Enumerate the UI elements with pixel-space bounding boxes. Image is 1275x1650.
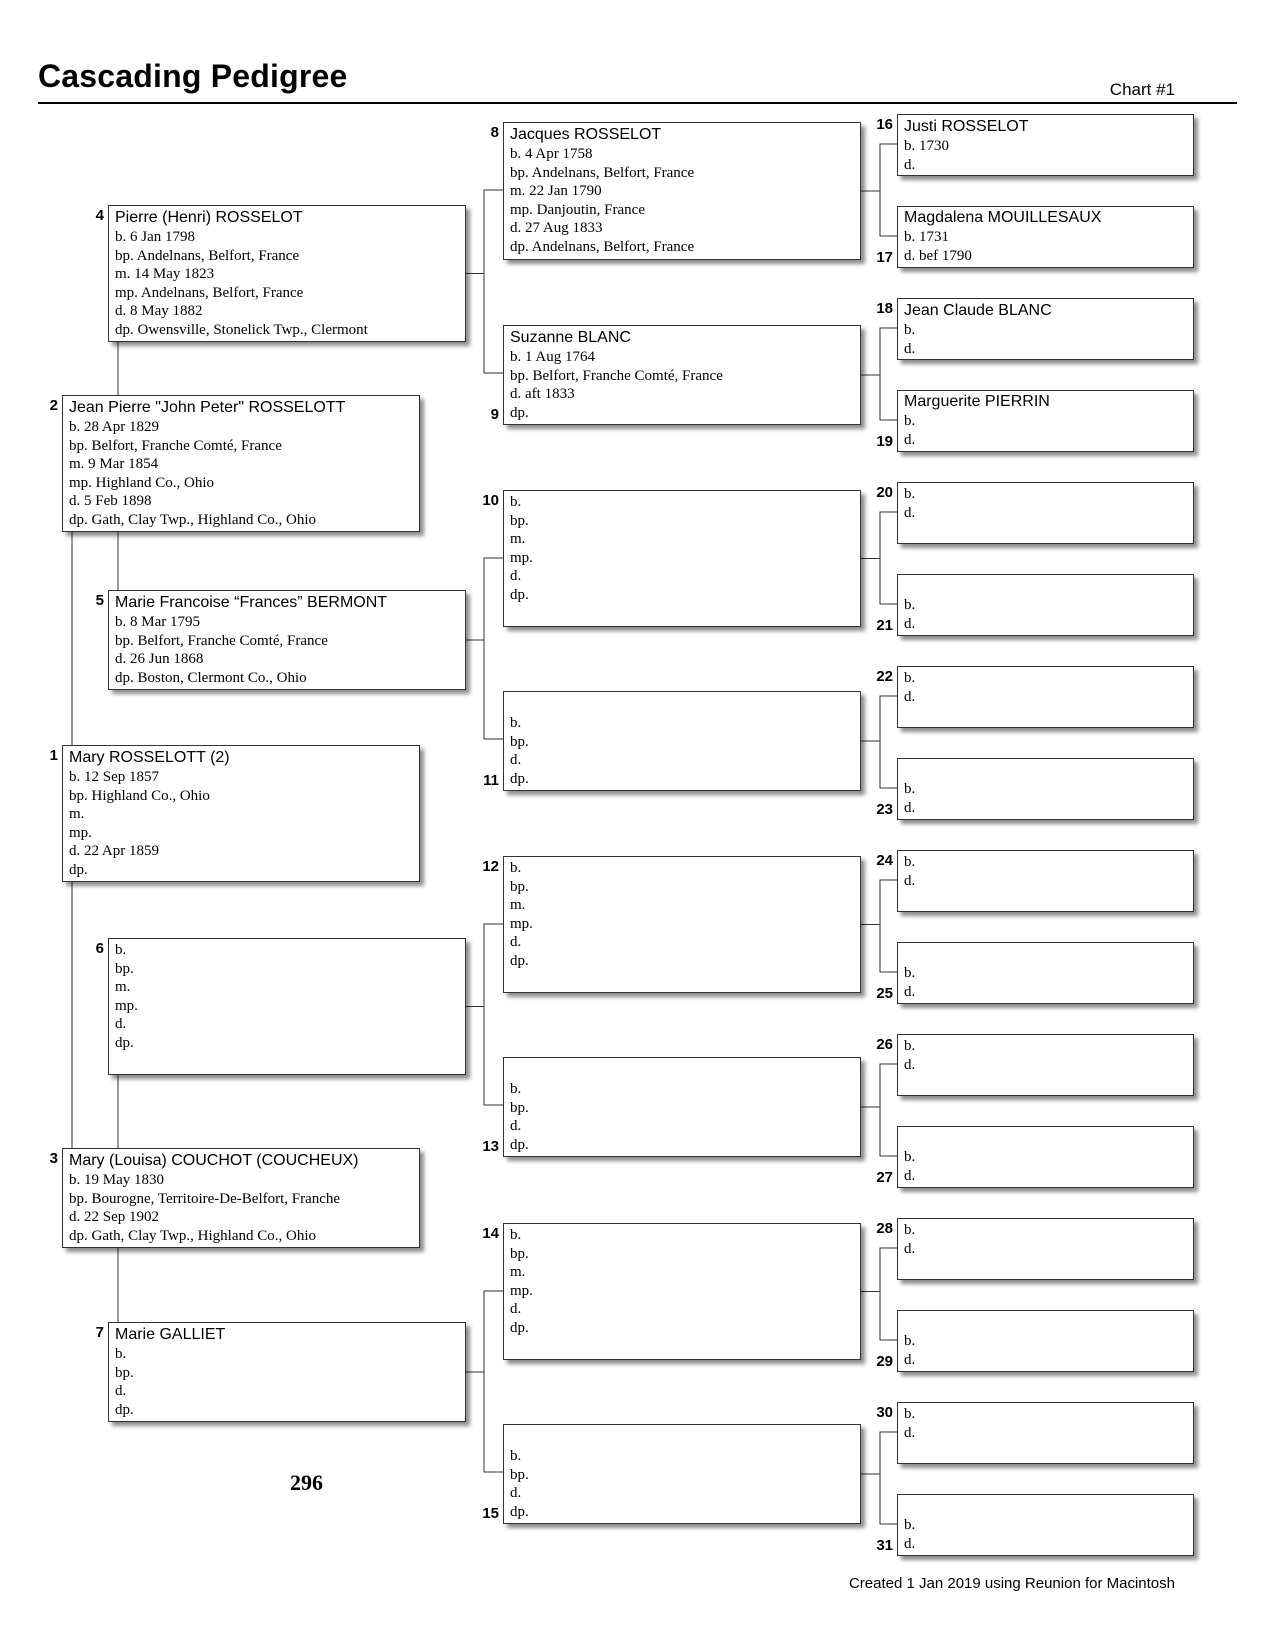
- person-detail: d.: [904, 1240, 916, 1257]
- person-detail: b.: [510, 494, 522, 510]
- person-detail: mp.: [69, 824, 92, 841]
- person-number: 27: [876, 1169, 893, 1186]
- person-box-25: [897, 942, 1194, 1004]
- person-detail: b. 19 May 1830: [69, 1172, 164, 1188]
- person-detail: dp.: [510, 1136, 529, 1153]
- person-name: Marguerite PIERRIN: [904, 393, 1050, 410]
- person-detail: m.: [69, 806, 85, 822]
- person-detail: m.: [115, 979, 131, 995]
- chart-title: Cascading Pedigree: [38, 58, 348, 94]
- person-detail: bp. Highland Co., Ohio: [69, 787, 210, 804]
- person-detail: mp.: [510, 915, 533, 932]
- person-number: 5: [95, 592, 104, 609]
- person-detail: b.: [904, 1149, 916, 1165]
- person-box-29: [897, 1310, 1194, 1372]
- person-box-28: [897, 1218, 1194, 1280]
- person-detail: dp. Owensville, Stonelick Twp., Clermont: [115, 321, 368, 338]
- person-detail: b.: [115, 1346, 127, 1362]
- person-box-8: [503, 122, 861, 260]
- person-detail: d.: [510, 752, 522, 768]
- person-name: Jean Pierre "John Peter" ROSSELOTT: [69, 399, 346, 416]
- person-detail: dp.: [69, 861, 88, 878]
- person-detail: b.: [904, 781, 916, 797]
- person-detail: b.: [904, 322, 916, 338]
- connector-line: [484, 924, 503, 1105]
- person-detail: d.: [904, 1056, 916, 1073]
- person-number: 17: [876, 249, 893, 266]
- person-box-13: [503, 1057, 861, 1157]
- person-number: 30: [876, 1404, 893, 1421]
- person-detail: dp.: [510, 586, 529, 603]
- person-detail: mp.: [115, 997, 138, 1014]
- person-number: 20: [876, 484, 893, 501]
- person-detail: bp.: [510, 1245, 529, 1262]
- person-detail: bp. Andelnans, Belfort, France: [115, 247, 300, 264]
- person-detail: bp.: [510, 512, 529, 529]
- person-detail: b.: [115, 942, 127, 958]
- person-number: 3: [49, 1150, 58, 1167]
- person-detail: b.: [904, 413, 916, 429]
- person-number: 25: [876, 985, 893, 1002]
- person-detail: bp.: [510, 878, 529, 895]
- person-box-12: [503, 856, 861, 993]
- person-detail: b.: [510, 860, 522, 876]
- person-number: 19: [876, 433, 893, 450]
- person-name: Marie Francoise “Frances” BERMONT: [115, 594, 388, 611]
- person-detail: b. 1731: [904, 229, 949, 245]
- person-detail: bp. Andelnans, Belfort, France: [510, 164, 695, 181]
- person-box-1: [62, 745, 420, 882]
- person-number: 29: [876, 1353, 893, 1370]
- person-number: 31: [876, 1537, 893, 1554]
- person-box-16: [897, 114, 1194, 176]
- person-detail: m. 22 Jan 1790: [510, 183, 602, 199]
- person-box-4: [108, 205, 466, 342]
- connector-line: [880, 1432, 897, 1524]
- person-detail: bp. Belfort, Franche Comté, France: [115, 632, 328, 649]
- person-box-17: [897, 206, 1194, 268]
- person-name: Mary (Louisa) COUCHOT (COUCHEUX): [69, 1152, 359, 1169]
- person-number: 22: [876, 668, 893, 685]
- person-detail: mp. Danjoutin, France: [510, 201, 645, 218]
- person-detail: d.: [904, 872, 916, 889]
- person-name: Justi ROSSELOT: [904, 118, 1029, 135]
- person-detail: d. 5 Feb 1898: [69, 493, 152, 509]
- person-detail: mp. Highland Co., Ohio: [69, 474, 214, 491]
- person-detail: b.: [904, 1406, 916, 1422]
- person-detail: d.: [510, 1301, 522, 1317]
- person-box-22: [897, 666, 1194, 728]
- person-detail: mp.: [510, 549, 533, 566]
- person-box-20: [897, 482, 1194, 544]
- person-box-6: [108, 938, 466, 1075]
- person-detail: b.: [904, 1038, 916, 1054]
- person-box-14: [503, 1223, 861, 1360]
- person-detail: dp. Gath, Clay Twp., Highland Co., Ohio: [69, 511, 316, 528]
- person-detail: b. 4 Apr 1758: [510, 146, 593, 162]
- person-detail: d.: [510, 568, 522, 584]
- person-detail: d.: [904, 340, 916, 357]
- person-box-11: [503, 691, 861, 791]
- person-number: 2: [49, 397, 58, 414]
- connector-line: [880, 696, 897, 788]
- person-detail: d.: [904, 1424, 916, 1441]
- person-box-19: [897, 390, 1194, 452]
- person-number: 10: [482, 492, 499, 509]
- person-detail: b.: [904, 597, 916, 613]
- person-detail: b.: [904, 965, 916, 981]
- person-box-24: [897, 850, 1194, 912]
- person-number: 26: [876, 1036, 893, 1053]
- person-detail: d.: [115, 1016, 127, 1032]
- person-detail: bp.: [115, 1364, 134, 1381]
- person-number: 21: [876, 617, 893, 634]
- person-detail: b.: [510, 715, 522, 731]
- person-detail: b.: [904, 670, 916, 686]
- chart-number: Chart #1: [1109, 80, 1175, 99]
- person-number: 4: [95, 207, 104, 224]
- person-box-21: [897, 574, 1194, 636]
- person-number: 6: [95, 940, 104, 957]
- person-detail: dp.: [510, 1503, 529, 1520]
- person-box-18: [897, 298, 1194, 360]
- person-number: 16: [876, 116, 893, 133]
- person-name: Jacques ROSSELOT: [510, 126, 662, 143]
- person-box-26: [897, 1034, 1194, 1096]
- person-detail: bp. Belfort, Franche Comté, France: [69, 437, 282, 454]
- person-name: Pierre (Henri) ROSSELOT: [115, 209, 303, 226]
- person-detail: mp.: [510, 1282, 533, 1299]
- connector-line: [880, 1248, 897, 1340]
- person-detail: d. bef 1790: [904, 247, 972, 264]
- person-detail: m. 9 Mar 1854: [69, 456, 159, 472]
- person-detail: dp.: [115, 1401, 134, 1418]
- person-detail: m.: [510, 531, 526, 547]
- person-detail: bp.: [510, 733, 529, 750]
- person-name: Magdalena MOUILLESAUX: [904, 209, 1102, 226]
- person-detail: m. 14 May 1823: [115, 266, 215, 282]
- person-box-2: [62, 395, 420, 532]
- connector-line: [484, 190, 503, 373]
- person-number: 9: [490, 406, 499, 423]
- person-box-27: [897, 1126, 1194, 1188]
- person-detail: b.: [904, 1333, 916, 1349]
- person-detail: b.: [904, 1517, 916, 1533]
- person-detail: b. 12 Sep 1857: [69, 769, 159, 785]
- person-number: 12: [482, 858, 499, 875]
- person-detail: dp. Andelnans, Belfort, France: [510, 238, 695, 255]
- person-detail: b.: [510, 1081, 522, 1097]
- person-detail: bp. Belfort, Franche Comté, France: [510, 367, 723, 384]
- person-detail: bp.: [510, 1466, 529, 1483]
- person-box-9: [503, 325, 861, 425]
- person-detail: b. 6 Jan 1798: [115, 229, 195, 245]
- person-detail: dp. Boston, Clermont Co., Ohio: [115, 669, 307, 686]
- person-detail: b.: [510, 1448, 522, 1464]
- person-box-23: [897, 758, 1194, 820]
- person-box-31: [897, 1494, 1194, 1556]
- person-detail: d.: [510, 1485, 522, 1501]
- footer-credit: Created 1 Jan 2019 using Reunion for Macintosh: [848, 1575, 1175, 1592]
- person-detail: b. 1730: [904, 138, 949, 154]
- person-detail: dp.: [115, 1034, 134, 1051]
- person-detail: dp.: [510, 770, 529, 787]
- page-number: 296: [290, 1470, 323, 1495]
- person-number: 13: [482, 1138, 499, 1155]
- person-number: 1: [49, 747, 58, 764]
- person-detail: bp.: [510, 1099, 529, 1116]
- person-detail: dp.: [510, 404, 529, 421]
- person-detail: bp. Bourogne, Territoire-De-Belfort, Franche: [69, 1190, 341, 1207]
- person-name: Marie GALLIET: [115, 1326, 226, 1343]
- person-detail: mp. Andelnans, Belfort, France: [115, 284, 304, 301]
- person-detail: d.: [510, 934, 522, 950]
- person-number: 24: [876, 852, 893, 869]
- person-detail: d. 8 May 1882: [115, 303, 203, 319]
- person-number: 7: [95, 1324, 104, 1341]
- person-number: 23: [876, 801, 893, 818]
- person-number: 28: [876, 1220, 893, 1237]
- person-detail: d.: [904, 983, 916, 1000]
- person-detail: d. 22 Sep 1902: [69, 1209, 159, 1225]
- person-name: Suzanne BLANC: [510, 329, 631, 346]
- person-box-5: [108, 590, 466, 690]
- person-detail: d.: [115, 1383, 127, 1399]
- person-detail: b.: [904, 1222, 916, 1238]
- person-detail: d.: [904, 1167, 916, 1184]
- person-box-30: [897, 1402, 1194, 1464]
- person-detail: d.: [904, 799, 916, 816]
- person-detail: d. 27 Aug 1833: [510, 220, 603, 236]
- connector-line: [880, 1064, 897, 1156]
- person-box-3: [62, 1148, 420, 1248]
- person-name: Mary ROSSELOTT (2): [69, 749, 230, 766]
- person-detail: d.: [904, 1351, 916, 1368]
- person-number: 15: [482, 1505, 499, 1522]
- person-number: 14: [482, 1225, 499, 1242]
- person-box-10: [503, 490, 861, 627]
- person-detail: m.: [510, 1264, 526, 1280]
- person-number: 8: [490, 124, 499, 141]
- person-detail: d. 22 Apr 1859: [69, 843, 159, 859]
- connector-line: [880, 144, 897, 236]
- person-detail: d.: [904, 156, 916, 173]
- person-name: Jean Claude BLANC: [904, 302, 1052, 319]
- person-detail: d.: [904, 615, 916, 632]
- person-detail: d.: [904, 688, 916, 705]
- connector-line: [880, 328, 897, 420]
- person-box-15: [503, 1424, 861, 1524]
- connector-line: [484, 558, 503, 739]
- person-box-7: [108, 1322, 466, 1422]
- person-detail: d.: [904, 431, 916, 448]
- person-number: 18: [876, 300, 893, 317]
- person-detail: dp. Gath, Clay Twp., Highland Co., Ohio: [69, 1227, 316, 1244]
- connector-line: [880, 512, 897, 604]
- person-detail: b.: [904, 854, 916, 870]
- connector-line: [484, 1291, 503, 1472]
- person-detail: d. aft 1833: [510, 386, 575, 402]
- person-detail: m.: [510, 897, 526, 913]
- person-detail: b. 8 Mar 1795: [115, 614, 200, 630]
- person-detail: dp.: [510, 952, 529, 969]
- person-detail: dp.: [510, 1319, 529, 1336]
- person-detail: b. 28 Apr 1829: [69, 419, 159, 435]
- person-detail: bp.: [115, 960, 134, 977]
- person-number: 11: [483, 772, 499, 789]
- person-detail: b.: [904, 486, 916, 502]
- person-detail: d.: [904, 504, 916, 521]
- person-detail: d. 26 Jun 1868: [115, 651, 204, 667]
- person-detail: d.: [904, 1535, 916, 1552]
- connector-line: [880, 880, 897, 972]
- person-detail: b.: [510, 1227, 522, 1243]
- person-detail: b. 1 Aug 1764: [510, 349, 596, 365]
- person-detail: d.: [510, 1118, 522, 1134]
